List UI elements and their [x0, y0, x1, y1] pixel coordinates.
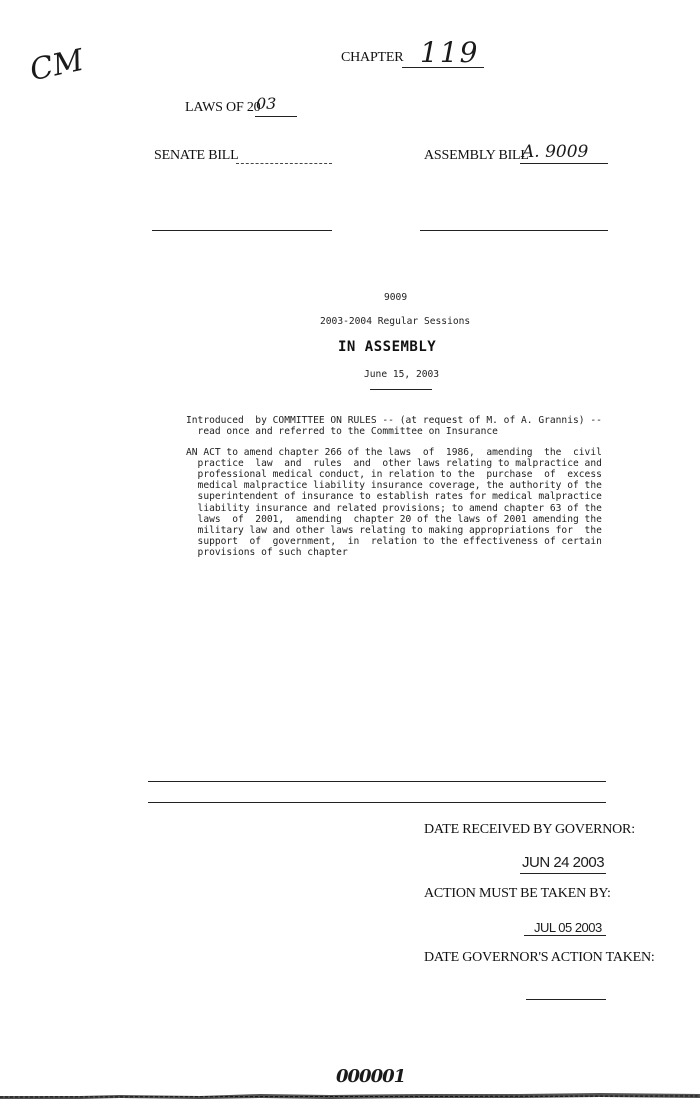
assembly-bill-label: ASSEMBLY BILL	[424, 148, 529, 163]
separator-line-top	[148, 780, 606, 782]
bill-date: June 15, 2003	[364, 369, 440, 380]
received-label: DATE RECEIVED BY GOVERNOR:	[424, 822, 635, 837]
act-line-4: medical malpractice liability insurance coverage, the authority of the	[186, 480, 602, 492]
scan-edge-artifact	[0, 1088, 700, 1102]
act-line-6: liability insurance and related provisions; to amend chapter 63 of the	[186, 502, 602, 514]
laws-label: LAWS OF 20	[185, 100, 261, 115]
introduced-line-1: Introduced by COMMITTEE ON RULES -- (at request of M. of A. Grannis) --	[186, 415, 602, 427]
act-line-7: laws of 2001, amending chapter 20 of the laws of 2001 amending the	[186, 513, 602, 525]
session-label: 2003-2004 Regular Sessions	[320, 316, 471, 327]
senate-bill-label: SENATE BILL	[154, 148, 239, 163]
assembly-bill-line	[520, 162, 608, 164]
senate-bill-line	[236, 162, 332, 164]
act-line-8: military law and other laws relating to making appropriations for the	[186, 524, 602, 536]
received-date-stamp: JUN 24 2003	[522, 854, 605, 871]
laws-line	[255, 115, 297, 117]
action-taken-line	[526, 998, 606, 1000]
act-line-1: AN ACT to amend chapter 266 of the laws of 1986, amending the civil	[186, 447, 602, 459]
chapter-number: 119	[420, 36, 480, 69]
act-line-9: support of government, in relation to the effectiveness of certain	[186, 535, 602, 547]
page-number-stamp: 000001	[336, 1066, 406, 1087]
date-rule	[370, 388, 432, 390]
laws-year: 03	[256, 94, 277, 113]
margin-initials: CM	[26, 42, 87, 89]
action-by-label: ACTION MUST BE TAKEN BY:	[424, 886, 611, 901]
action-by-date-line	[524, 934, 606, 936]
house-title: IN ASSEMBLY	[338, 339, 437, 355]
assembly-bill-number: A. 9009	[522, 142, 589, 162]
separator-line-bottom	[148, 801, 606, 803]
introduced-line-2: read once and referred to the Committee on Insurance	[186, 426, 498, 438]
received-date-line	[520, 872, 606, 874]
right-signature-line	[420, 229, 608, 231]
act-line-2: practice law and rules and other laws relating to malpractice and	[186, 458, 602, 470]
chapter-label: CHAPTER	[341, 50, 404, 65]
left-signature-line	[152, 229, 332, 231]
act-line-3: professional medical conduct, in relation to the purchase of excess	[186, 469, 602, 481]
act-line-5: superintendent of insurance to establish rates for medical malpractice	[186, 491, 602, 503]
act-title-text	[186, 436, 602, 569]
act-line-10: provisions of such chapter	[186, 546, 348, 558]
bill-number: 9009	[384, 292, 408, 303]
action-taken-label: DATE GOVERNOR'S ACTION TAKEN:	[424, 950, 655, 965]
action-by-date-stamp: JUL 05 2003	[534, 920, 602, 935]
